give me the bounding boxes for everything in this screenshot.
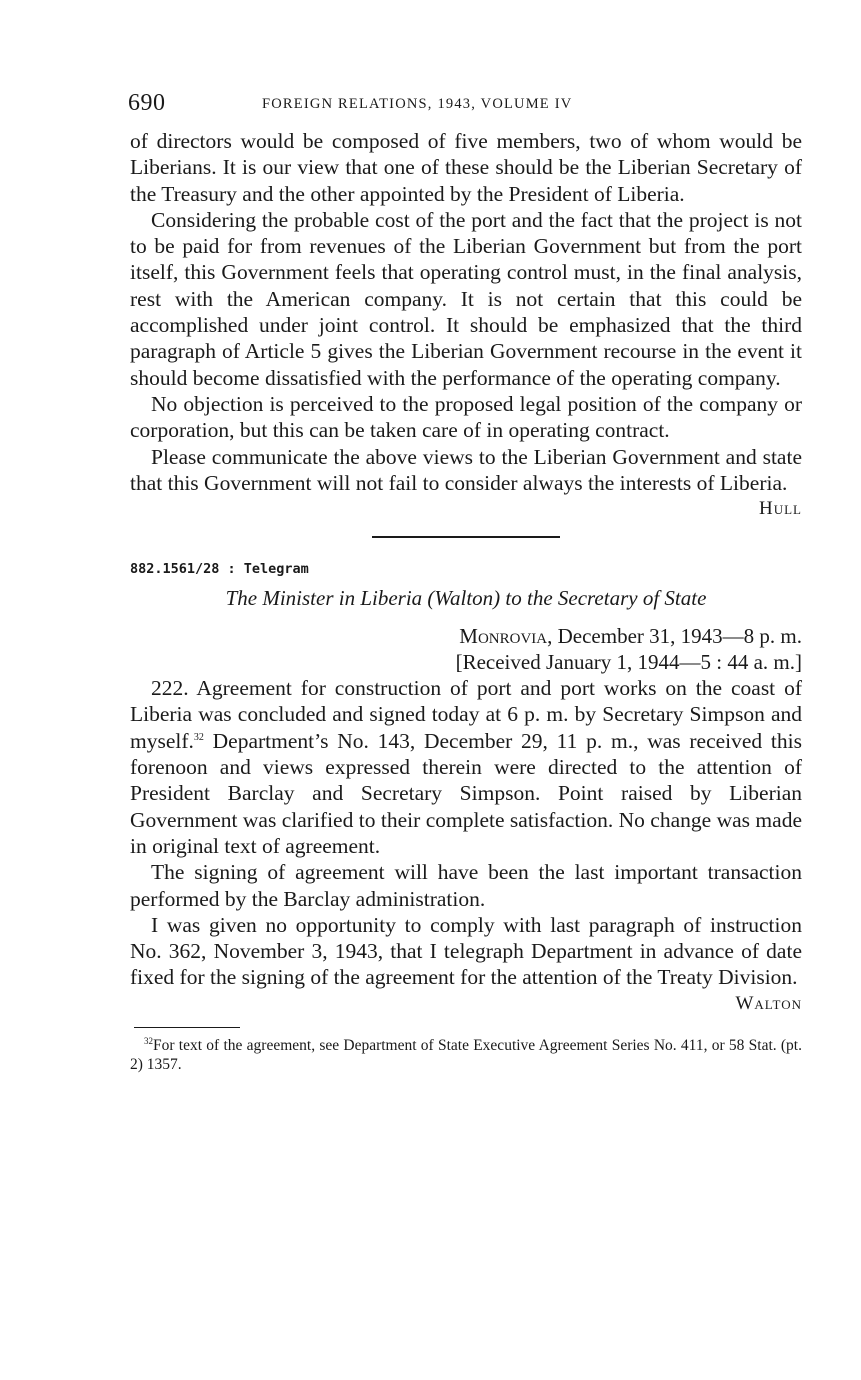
- body-paragraph: I was given no opportunity to comply with last paragraph of instruction No. 362, November 3, 1943, that I telegraph Department in advance of date fixed for the signing of the agreement for the attention of the Treaty Division.: [130, 912, 802, 990]
- body-paragraph: of directors would be composed of five members, two of whom would be Liberians. It is our view that one of these should be the Liberian Secretary of the Treasury and the other appointed by the President of Liberia.: [130, 129, 802, 206]
- signature-hull: Hull: [759, 498, 802, 520]
- body-paragraph: No objection is perceived to the proposed legal position of the company or corporation, but this can be taken care of in operating contract.: [130, 391, 802, 443]
- section-divider: [372, 536, 560, 538]
- body-paragraph: Considering the probable cost of the port and the fact that the project is not to be paid for from revenues of the Liberian Government but from the port itself, this Government feels that operating control must, in the final analysis, rest with the American company. It is not certain that this could be accomplished under joint control. It should be emphasized that the third paragraph of Article 5 gives the Liberian Government recourse in the event it should become dissatisfied with the performance of the operating company.: [130, 207, 802, 390]
- dateline-place: Monrovia: [459, 624, 548, 649]
- signature-walton: Walton: [735, 992, 802, 1014]
- file-reference: 882.1561/28 : Telegram: [130, 561, 309, 578]
- footnote-text: For text of the agreement, see Department of State Executive Agreement Series No. 411, or 58 Stat. (pt. 2) 1357.: [130, 1036, 802, 1073]
- running-head: FOREIGN RELATIONS, 1943, VOLUME IV: [262, 96, 573, 112]
- footnote: [130, 1036, 802, 1074]
- dateline-sent: [130, 624, 802, 650]
- previous-document-continuation: [130, 128, 802, 522]
- dateline-received: [Received January 1, 1944—5 : 44 a. m.]: [455, 649, 802, 674]
- footnote-reference[interactable]: 32: [193, 731, 204, 743]
- body-paragraph: [130, 675, 802, 859]
- footnote-marker: 32: [144, 1035, 153, 1046]
- paragraph-text: 222. Agreement for construction of port and port works on the coast of Liberia was concluded and signed today at 6 p. m. by Secretary Simpson and myself.: [130, 676, 802, 753]
- footnote-divider: [134, 1027, 240, 1028]
- dateline: [130, 624, 802, 675]
- body-paragraph: Please communicate the above views to the Liberian Government and state that this Government will not fail to consider always the interests of Liberia.: [130, 444, 802, 495]
- book-page: [130, 88, 802, 1074]
- body-paragraph: The signing of agreement will have been the last important transaction performed by the Barclay administration.: [130, 860, 802, 911]
- document-title: The Minister in Liberia (Walton) to the Secretary of State: [225, 586, 707, 611]
- paragraph-text: Department’s No. 143, December 29, 11 p. m., was received this forenoon and views expressed therein were directed to the attention of President Barclay and Secretary Simpson. Point raised by Liberian Government was clarified to their complete satisfaction. No change was made in original text of agreement.: [130, 728, 802, 858]
- page-number: 690: [128, 90, 166, 116]
- telegram-document: [130, 560, 802, 1017]
- dateline-date: , December 31, 1943—8 p. m.: [547, 624, 802, 649]
- page-header: [130, 88, 802, 128]
